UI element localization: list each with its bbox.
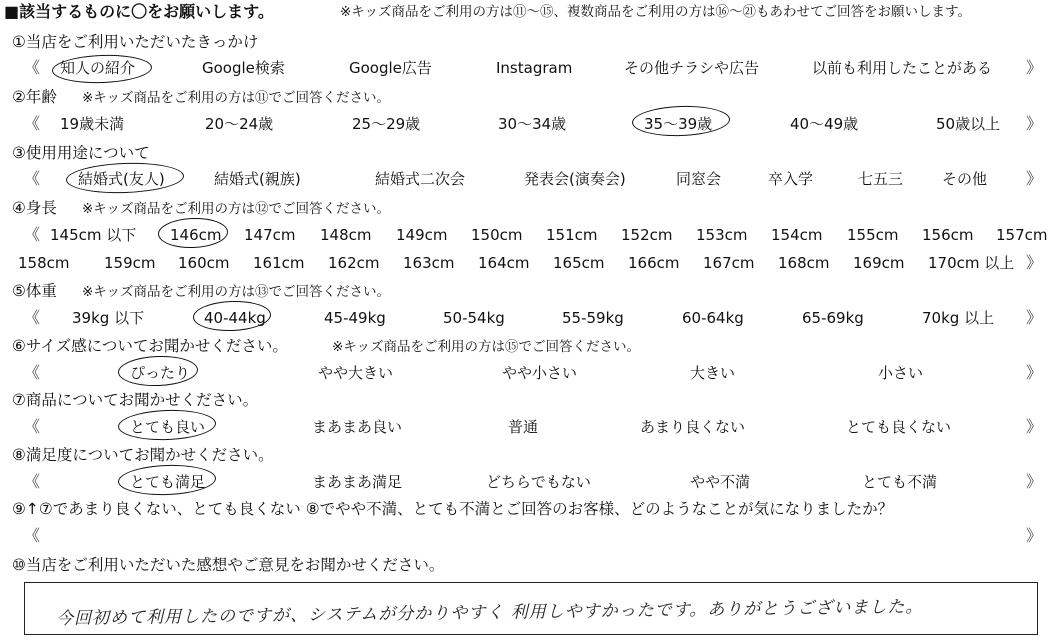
q5-option-45-49[interactable]: 45-49kg	[324, 309, 386, 327]
q4-option-164[interactable]: 164cm	[478, 254, 530, 272]
q4-option-168[interactable]: 168cm	[778, 254, 830, 272]
q5-option-39-under[interactable]: 39kg 以下	[72, 309, 145, 327]
q6-option-small[interactable]: 小さい	[878, 364, 924, 382]
q3-option-other[interactable]: その他	[942, 170, 988, 188]
close-bracket: 》	[1026, 417, 1043, 436]
q4-option-154[interactable]: 154cm	[771, 226, 823, 244]
q8-option-very-dissatisfied[interactable]: とても不満	[862, 473, 938, 491]
q3-option-shichigosan[interactable]: 七五三	[858, 170, 904, 188]
q8-option-very-satisfied[interactable]: とても満足	[130, 473, 206, 491]
q4-option-162[interactable]: 162cm	[328, 254, 380, 272]
q7-option-very-bad[interactable]: とても良くない	[846, 418, 952, 436]
close-bracket: 》	[1026, 253, 1043, 272]
q6-option-slightly-large[interactable]: やや大きい	[318, 364, 394, 382]
open-bracket: 《	[24, 363, 41, 382]
question-4-label: ④身長	[12, 199, 57, 217]
q4-option-152[interactable]: 152cm	[621, 226, 673, 244]
question-5-note: ※キッズ商品をご利用の方は⑬でご回答ください。	[82, 284, 391, 300]
question-10-label: ⑩当店をご利用いただいた感想やご意見をお聞かせください。	[12, 556, 445, 574]
q4-option-160[interactable]: 160cm	[178, 254, 230, 272]
question-1-label: ①当店をご利用いただいたきっかけ	[12, 33, 259, 51]
open-bracket: 《	[24, 58, 41, 77]
q1-option-google-search[interactable]: Google検索	[202, 59, 285, 77]
q5-option-65-69[interactable]: 65-69kg	[802, 309, 864, 327]
q4-option-158[interactable]: 158cm	[18, 254, 70, 272]
question-6-label: ⑥サイズ感についてお聞かせください。	[12, 337, 288, 355]
open-bracket: 《	[24, 169, 41, 188]
open-bracket: 《	[24, 417, 41, 436]
q5-option-55-59[interactable]: 55-59kg	[562, 309, 624, 327]
q5-option-50-54[interactable]: 50-54kg	[443, 309, 505, 327]
q3-option-reunion[interactable]: 同窓会	[676, 170, 722, 188]
question-2-note: ※キッズ商品をご利用の方は⑪でご回答ください。	[82, 90, 391, 106]
q4-option-147[interactable]: 147cm	[244, 226, 296, 244]
selection-circle	[118, 355, 199, 388]
selection-circle	[632, 104, 731, 137]
q4-option-163[interactable]: 163cm	[403, 254, 455, 272]
q7-option-average[interactable]: 普通	[508, 418, 539, 436]
selection-circle	[157, 217, 228, 249]
q4-option-150[interactable]: 150cm	[471, 226, 523, 244]
q3-option-recital[interactable]: 発表会(演奏会)	[524, 170, 626, 188]
q4-option-167[interactable]: 167cm	[703, 254, 755, 272]
q1-option-previous-use[interactable]: 以前も利用したことがある	[812, 59, 993, 77]
q7-option-fairly-good[interactable]: まあまあ良い	[312, 418, 403, 436]
question-3-label: ③使用用途について	[12, 144, 150, 162]
q8-option-somewhat-dissatisfied[interactable]: やや不満	[690, 473, 751, 491]
q4-option-165[interactable]: 165cm	[553, 254, 605, 272]
q1-option-referral[interactable]: 知人の紹介	[60, 59, 136, 77]
question-4-note: ※キッズ商品をご利用の方は⑫でご回答ください。	[82, 201, 391, 217]
q3-option-graduation[interactable]: 卒入学	[768, 170, 814, 188]
q4-option-159[interactable]: 159cm	[104, 254, 156, 272]
open-bracket: 《	[24, 308, 41, 327]
close-bracket: 》	[1026, 472, 1043, 491]
close-bracket: 》	[1026, 526, 1043, 545]
q6-option-large[interactable]: 大きい	[690, 364, 736, 382]
form-title: ■該当するものに〇をお願いします。	[4, 2, 274, 21]
selection-circle	[52, 53, 153, 84]
q4-option-145-under[interactable]: 145cm 以下	[50, 226, 137, 244]
q2-option-50-plus[interactable]: 50歳以上	[936, 115, 1001, 133]
close-bracket: 》	[1026, 363, 1043, 382]
q7-option-very-good[interactable]: とても良い	[130, 418, 206, 436]
q3-option-wedding-family[interactable]: 結婚式(親族)	[214, 170, 301, 188]
q4-option-148[interactable]: 148cm	[320, 226, 372, 244]
selection-circle	[193, 300, 272, 333]
selection-circle	[66, 161, 185, 195]
q2-option-40-49[interactable]: 40〜49歳	[790, 115, 859, 133]
selection-circle	[118, 463, 217, 496]
q4-option-166[interactable]: 166cm	[628, 254, 680, 272]
q4-option-146[interactable]: 146cm	[170, 226, 222, 244]
q4-option-151[interactable]: 151cm	[546, 226, 598, 244]
q1-option-google-ads[interactable]: Google広告	[349, 59, 432, 77]
form-instruction-note: ※キッズ商品をご利用の方は⑪〜⑮、複数商品をご利用の方は⑯〜㉑もあわせてご回答をお願いします。	[340, 4, 971, 20]
q4-option-170-plus[interactable]: 170cm 以上	[928, 254, 1015, 272]
q4-option-149[interactable]: 149cm	[396, 226, 448, 244]
q4-option-157[interactable]: 157cm	[996, 226, 1048, 244]
question-7-label: ⑦商品についてお聞かせください。	[12, 391, 259, 409]
q6-option-slightly-small[interactable]: やや小さい	[502, 364, 578, 382]
q3-option-wedding-friend[interactable]: 結婚式(友人)	[78, 170, 165, 188]
close-bracket: 》	[1026, 114, 1043, 133]
open-bracket: 《	[24, 225, 41, 244]
close-bracket: 》	[1026, 308, 1043, 327]
q4-option-156[interactable]: 156cm	[922, 226, 974, 244]
q5-option-40-44[interactable]: 40-44kg	[204, 309, 266, 327]
q4-option-153[interactable]: 153cm	[696, 226, 748, 244]
question-8-label: ⑧満足度についてお聞かせください。	[12, 446, 274, 464]
q2-option-30-34[interactable]: 30〜34歳	[498, 115, 567, 133]
selection-circle	[118, 408, 217, 441]
close-bracket: 》	[1026, 58, 1043, 77]
q2-option-35-39[interactable]: 35〜39歳	[644, 115, 713, 133]
q2-option-under-19[interactable]: 19歳未満	[60, 115, 125, 133]
question-2-label: ②年齢	[12, 88, 57, 106]
q1-option-other-flyers[interactable]: その他チラシや広告	[624, 59, 760, 77]
open-bracket: 《	[24, 472, 41, 491]
open-bracket: 《	[24, 114, 41, 133]
q8-option-fairly-satisfied[interactable]: まあまあ満足	[312, 473, 403, 491]
q3-option-after-party[interactable]: 結婚式二次会	[375, 170, 466, 188]
close-bracket: 》	[1026, 169, 1043, 188]
q2-option-25-29[interactable]: 25〜29歳	[352, 115, 421, 133]
q7-option-not-good[interactable]: あまり良くない	[640, 418, 746, 436]
question-9-label: ⑨↑⑦であまり良くない、とても良くない ⑧でやや不満、とても不満とご回答のお客様、どのようなことが気になりましたか？	[12, 500, 894, 518]
q4-option-161[interactable]: 161cm	[253, 254, 305, 272]
q1-option-instagram[interactable]: Instagram	[496, 59, 573, 77]
q2-option-20-24[interactable]: 20〜24歳	[205, 115, 274, 133]
q5-option-60-64[interactable]: 60-64kg	[682, 309, 744, 327]
handwritten-comment: 今回初めて利用したのですが、システムが分かりやすく 利用しやすかったです。ありがとうございました。	[55, 596, 924, 630]
q4-option-169[interactable]: 169cm	[853, 254, 905, 272]
question-5-label: ⑤体重	[12, 282, 57, 300]
open-bracket: 《	[24, 526, 41, 545]
q4-option-155[interactable]: 155cm	[847, 226, 899, 244]
question-6-note: ※キッズ商品をご利用の方は⑮でご回答ください。	[332, 339, 641, 355]
q6-option-just-right[interactable]: ぴったり	[130, 364, 191, 382]
q8-option-neutral[interactable]: どちらでもない	[486, 473, 591, 491]
q5-option-70-plus[interactable]: 70kg 以上	[922, 309, 995, 327]
